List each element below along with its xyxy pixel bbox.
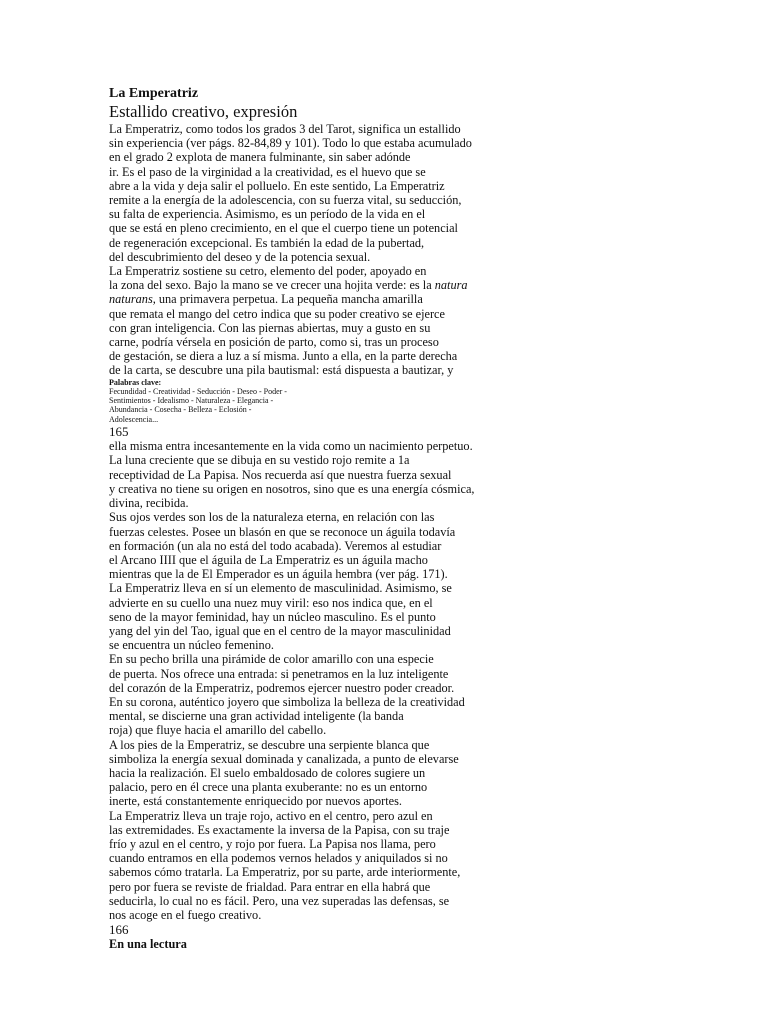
text-segment: la zona del sexo. Bajo la mano se ve crecer una hojita verde: es la (109, 278, 435, 293)
italic-term: natura (434, 278, 468, 293)
text-line: del corazón de la Emperatriz, podremos ejercer nuestro poder creador. (109, 680, 455, 695)
text-line: seducirla, lo cual no es fácil. Pero, una vez superadas las defensas, se (109, 893, 450, 908)
keywords-line: Fecundidad - Creatividad - Seducción - Deseo - Poder - (109, 386, 287, 396)
text-line: en formación (un ala no está del todo acabada). Veremos al estudiar (109, 538, 442, 553)
text-segment: una primavera perpetua. La pequeña mancha amarilla (155, 292, 423, 307)
section-subtitle: Estallido creativo, expresión (109, 102, 298, 121)
text-line: el Arcano IIII que el águila de La Emperatriz es un águila macho (109, 552, 428, 567)
text-line: ir. Es el paso de la virginidad a la creatividad, es el huevo que se (109, 164, 426, 179)
text-line: se encuentra un núcleo femenino. (109, 638, 274, 653)
paragraph-block-1 (109, 122, 529, 378)
text-line: mientras que la de El Emperador es un águila hembra (ver pág. 171). (109, 567, 448, 582)
text-line: abre a la vida y deja salir el polluelo. En este sentido, La Emperatriz (109, 178, 445, 193)
text-line: receptividad de La Papisa. Nos recuerda así que nuestra fuerza sexual (109, 467, 452, 482)
section-title: La Emperatriz (109, 86, 199, 101)
text-line: que se está en pleno crecimiento, en el que el cuerpo tiene un potencial (109, 221, 458, 236)
text-line: de la carta, se descubre una pila bautismal: está dispuesta a bautizar, y (109, 363, 454, 378)
text-line: remite a la energía de la adolescencia, con su fuerza vital, su seducción, (109, 193, 462, 208)
italic-term: naturans, (109, 292, 156, 307)
text-line: con gran inteligencia. Con las piernas abiertas, muy a gusto en su (109, 320, 431, 335)
text-line: palacio, pero en él crece una planta exuberante: no es un entorno (109, 780, 428, 795)
text-line: cuando entramos en ella podemos vernos helados y aniquilados si no (109, 851, 448, 866)
text-line: las extremidades. Es exactamente la inversa de la Papisa, con su traje (109, 822, 450, 837)
keywords-box (109, 378, 529, 425)
text-line-naturans (109, 292, 529, 306)
text-line: sin experiencia (ver págs. 82-84,89 y 101). Todo lo que estaba acumulado (109, 136, 472, 151)
text-line: que remata el mango del cetro indica que su poder creativo se ejerce (109, 306, 445, 321)
page-number-166: 166 (109, 922, 129, 938)
keywords-line: Abundancia - Cosecha - Belleza - Eclosión - (109, 405, 252, 415)
text-line: su falta de experiencia. Asimismo, es un período de la vida en el (109, 207, 426, 222)
text-line: seno de la mayor feminidad, hay un núcleo masculino. Es el punto (109, 609, 436, 624)
keywords-line: Sentimientos - Idealismo - Naturaleza - Elegancia - (109, 396, 274, 406)
text-line: fuerzas celestes. Posee un blasón en que se reconoce un águila todavía (109, 524, 456, 539)
text-line: La luna creciente que se dibuja en su vestido rojo remite a 1a (109, 453, 410, 468)
text-line: En su corona, auténtico joyero que simboliza la belleza de la creatividad (109, 694, 465, 709)
text-line: de regeneración excepcional. Es también la edad de la pubertad, (109, 235, 425, 250)
text-line: sabemos cómo tratarla. La Emperatriz, por su parte, arde interiormente, (109, 865, 461, 880)
text-line: del descubrimiento del deseo y de la potencia sexual. (109, 249, 371, 264)
text-column (109, 86, 529, 952)
text-line: roja) que fluye hacia el amarillo del cabello. (109, 723, 327, 738)
text-line: y creativa no tiene su origen en nosotros, sino que es una energía cósmica, (109, 481, 475, 496)
paragraph-block-2 (109, 439, 529, 922)
text-line: advierte en su cuello una nuez muy viril: eso nos indica que, en el (109, 595, 433, 610)
text-line: La Emperatriz sostiene su cetro, elemento del poder, apoyado en (109, 264, 427, 279)
keywords-label: Palabras clave: (109, 377, 162, 387)
text-line: de gestación, se diera a luz a sí misma. Junto a ella, en la parte derecha (109, 349, 458, 364)
text-line: La Emperatriz lleva un traje rojo, activo en el centro, pero azul en (109, 808, 433, 823)
text-line: mental, se discierne una gran actividad inteligente (la banda (109, 709, 404, 724)
text-line: hacia la realización. El suelo embaldosado de colores sugiere un (109, 765, 426, 780)
text-line: A los pies de la Emperatriz, se descubre una serpiente blanca que (109, 737, 430, 752)
text-line: yang del yin del Tao, igual que en el centro de la mayor masculinidad (109, 623, 451, 638)
text-line: de puerta. Nos ofrece una entrada: si penetramos en la luz inteligente (109, 666, 449, 681)
text-line: En su pecho brilla una pirámide de color amarillo con una especie (109, 652, 434, 667)
next-section-heading: En una lectura (109, 937, 187, 952)
text-line: divina, recibida. (109, 496, 189, 511)
text-line: pero por fuera se reviste de frialdad. Para entrar en ella habrá que (109, 879, 431, 894)
text-line: carne, podría vérsela en posición de parto, como si, tras un proceso (109, 335, 439, 350)
keywords-line: Adolescencia... (109, 414, 159, 424)
text-line: La Emperatriz lleva en sí un elemento de masculinidad. Asimismo, se (109, 581, 452, 596)
text-line: nos acoge en el fuego creativo. (109, 907, 262, 922)
text-line: inerte, está constantemente enriquecido por nuevos aportes. (109, 794, 402, 809)
text-line-natura (109, 278, 529, 292)
text-line: en el grado 2 explota de manera fulminante, sin saber adónde (109, 150, 411, 165)
text-line: frío y azul en el centro, y rojo por fuera. La Papisa nos llama, pero (109, 836, 436, 851)
text-line: ella misma entra incesantemente en la vida como un nacimiento perpetuo. (109, 439, 473, 454)
page-number-165: 165 (109, 424, 129, 440)
text-line: Sus ojos verdes son los de la naturaleza eterna, en relación con las (109, 510, 435, 525)
text-line: La Emperatriz, como todos los grados 3 del Tarot, significa un estallido (109, 122, 461, 136)
text-line: simboliza la energía sexual dominada y canalizada, a punto de elevarse (109, 751, 459, 766)
